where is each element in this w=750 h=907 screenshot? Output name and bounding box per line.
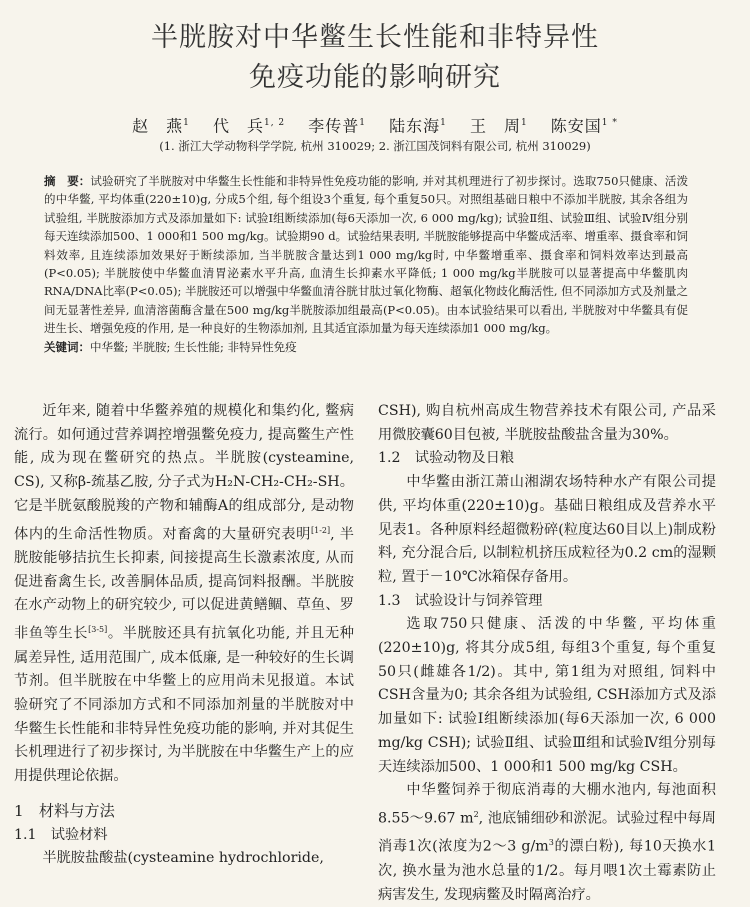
animals-paragraph: 中华鳖由浙江萧山湘湖农场特种水产有限公司提供, 平均体重(220±10)g。基础日粮组成及营养水平见表1。各种原料经超微粉碎(粒度达60目以上)制成粉料, 充分混合后, 以制粒机挤压成粒径为0.2 cm的湿颗粒, 置于－10℃冰箱保存备用。 xyxy=(378,474,716,585)
author-list xyxy=(40,112,710,137)
abstract-block xyxy=(44,172,688,356)
author-affil-mark: 1, 2 xyxy=(263,118,286,128)
title-line-1: 半胱胺对中华鳖生长性能和非特异性 xyxy=(151,22,599,53)
subsection-heading-design: 1.3 试验设计与饲养管理 xyxy=(378,592,543,609)
subsection-heading-materials: 1.1 试验材料 xyxy=(14,826,108,843)
author-name: 赵 燕 xyxy=(132,116,184,136)
intro-text-2: , 半胱胺能够拮抗生长抑素, 间接提高生长激素浓度, 从而促进畜禽生长, 改善胴体品质, 提高饲料报酬。半胱胺在水产动物上的研究较少, 可以促进黄鳝鲴、草鱼、罗非鱼等生长 xyxy=(14,526,354,642)
keywords-label: 关键词： xyxy=(44,339,90,354)
author-name: 陈安国 xyxy=(550,116,602,136)
affiliation: (1. 浙江大学动物科学学院, 杭州 310029; 2. 浙江国茂饲料有限公司, 杭州 310029) xyxy=(159,139,591,153)
author-name: 陆东海 xyxy=(389,116,441,136)
author-affil-mark: 1 xyxy=(359,118,366,128)
left-column xyxy=(14,400,354,871)
author-name: 代 兵 xyxy=(212,116,264,136)
abstract-text: 试验研究了半胱胺对中华鳖生长性能和非特异性免疫功能的影响, 并对其机理进行了初步探讨。选取750只健康、活泼的中华鳖, 平均体重(220±10)g, 分成5个组, 每个组设3个重复, 每个重复50只。对照组基础日粮中不添加半胱胺, 其余各组为试验组, 半胱胺添加方式及添加量如下: 试验Ⅰ组断续添加(每6天添加一次, 6 000 mg/kg); 试验Ⅱ组、试验Ⅲ组、试验Ⅳ组分别每天连续添加500、1 000和1 500 mg/kg。试验期90 d。试验结果表明, 半胱胺能够提高中华鳖成活率、增重率、摄食率和饲料效率, 且连续添加效果好于断续添加, 当半胱胺含量达到1 000 mg/kg时, 中华鳖增重率、摄食率和饲料效率达到最高(P<0.05); 半胱胺使中华鳖血清胃泌素水平升高, 血清生长抑素水平降低; 1 000 mg/kg半胱胺可以显著提高中华鳖肌肉RNA/DNA比率(P<0.05); 半胱胺还可以增强中华鳖血清谷胱甘肽过氧化物酶、超氧化物歧化酶活性, 但不同添加方式及剂量之间无显著性差异, 血清溶菌酶含量在500 mg/kg半胱胺添加组最高(P<0.05)。由本试验结果可以看出, 半胱胺对中华鳖具有促进生长、增强免疫的作用, 是一种良好的生物添加剂, 且其适宜添加量为每天连续添加1 000 mg/kg。 xyxy=(44,174,688,336)
management-paragraph xyxy=(378,779,716,907)
title-line-2: 免疫功能的影响研究 xyxy=(249,62,501,93)
author-name: 李传普 xyxy=(308,116,360,136)
unit-superscript: 3 xyxy=(548,838,554,848)
paper-title xyxy=(40,18,710,98)
unit-superscript: 2 xyxy=(473,809,479,819)
intro-text-3: 。半胱胺还具有抗氧化功能, 并且无种属差异性, 适用范围广, 成本低廉, 是一种较好的生长调节剂。但半胱胺在中华鳖上的应用尚未见报道。本试验研究了不同添加方式和不同添加剂量的半胱胺对中华鳖生长性能和非特异性免疫功能的影响, 并对其促生长机理进行了初步探讨, 为半胱胺在中华鳖生产上的应用提供理论依据。 xyxy=(14,625,354,785)
right-column xyxy=(378,400,716,907)
abstract-label: 摘 要： xyxy=(44,174,91,188)
intro-paragraph xyxy=(14,400,354,789)
author-affil-mark: 1 xyxy=(440,118,447,128)
materials-continued: CSH), 购自杭州高成生物营养技术有限公司, 产品采用微胶囊60目包被, 半胱胺盐酸盐含量为30%。 xyxy=(378,403,716,443)
author-affil-mark: 1 * xyxy=(601,118,618,128)
keywords-text: 中华鳖; 半胱胺; 生长性能; 非特异性免疫 xyxy=(90,339,297,354)
design-paragraph: 选取750只健康、活泼的中华鳖, 平均体重(220±10)g, 将其分成5组, 每组3个重复, 每个重复50只(雌雄各1/2)。其中, 第1组为对照组, 饲料中CSH含量为0; 其余各组为试验组, CSH添加方式及添加量如下: 试验Ⅰ组断续添加(每6天添加一次, 6 000 mg/kg CSH); 试验Ⅱ组、试验Ⅲ组和试验Ⅳ组分别每天连续添加500、1 000和1 500 mg/kg CSH。 xyxy=(378,616,716,775)
author-name: 王 周 xyxy=(469,116,521,136)
abstract-paragraph xyxy=(44,172,688,338)
section-heading-methods: 1 材料与方法 xyxy=(14,801,115,820)
citation-ref: [3-5] xyxy=(88,625,108,635)
management-text-1: 中华鳖饲养于彻底消毒的大棚水池内, 每池面积8.55～9.67 m xyxy=(378,782,716,827)
intro-text-1: 近年来, 随着中华鳖养殖的规模化和集约化, 鳖病流行。如何通过营养调控增强鳖免疫力, 提高鳖生产性能, 成为现在鳖研究的热点。半胱胺(cysteamine, CS), 又称β-巯基乙胺, 分子式为H₂N-CH₂-CH₂-SH。它是半胱氨酸脱羧的产物和辅酶A的组成部分, 是动物体内的生命活性物质。对畜禽的大量研究表明 xyxy=(14,403,354,543)
subsection-heading-animals: 1.2 试验动物及日粮 xyxy=(378,450,515,467)
author-affil-mark: 1 xyxy=(183,118,190,128)
keywords-paragraph xyxy=(44,338,688,356)
author-affil-mark: 1 xyxy=(520,118,528,128)
citation-ref: [1-2] xyxy=(310,525,331,535)
management-text-2: , 池底铺细砂和淤泥。试验过程中每周消毒1次(浓度为2～3 g/m xyxy=(378,810,716,856)
materials-paragraph: 半胱胺盐酸盐(cysteamine hydrochloride, xyxy=(42,850,324,867)
management-text-3: 的漂白粉), 每10天换水1次, 换水量为池水总量的1/2。每月喂1次土霉素防止病害发生, 发现病鳖及时隔离治疗。 xyxy=(378,839,716,903)
